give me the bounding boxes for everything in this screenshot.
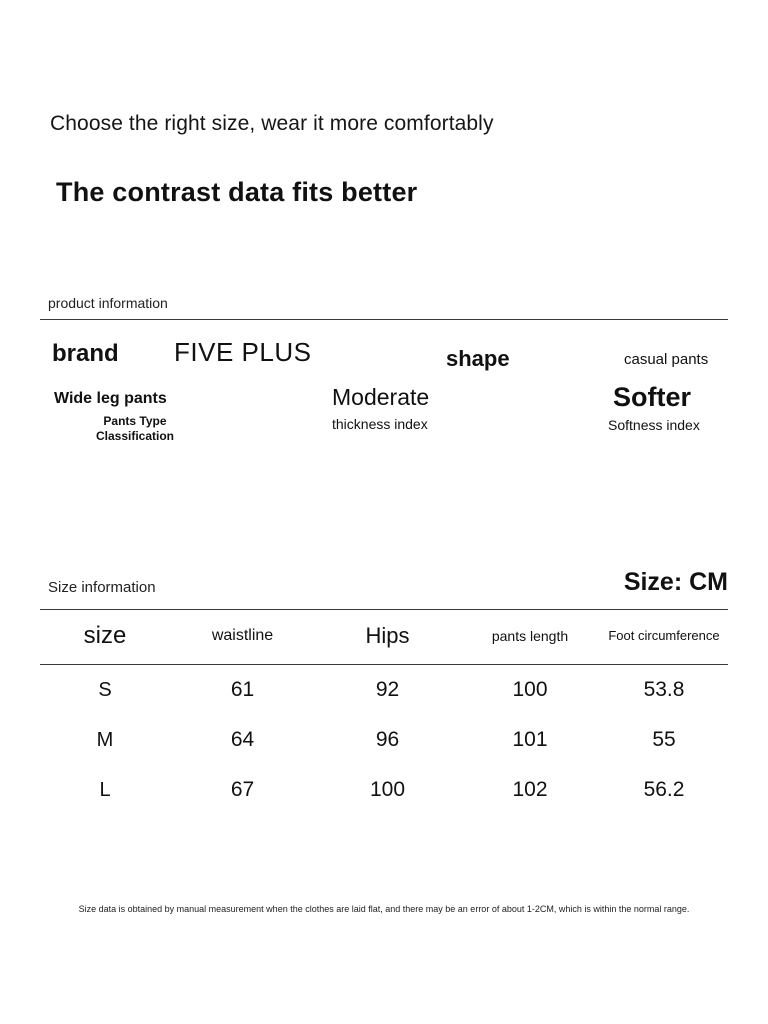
table-row [40,665,728,716]
column-header-foot-circumference: Foot circumference [600,610,728,665]
cell-waistline: 64 [230,728,255,751]
brand-value: FIVE PLUS [174,337,312,367]
thickness-value: Moderate [332,384,430,410]
cell-size: M [96,728,114,751]
product-row-attributes [40,382,728,486]
cell-length: 100 [512,678,548,701]
size-table [40,610,728,815]
size-measurement-footnote: Size data is obtained by manual measurement when the clothes are laid flat, and there may be an error of about 1-2CM, which is within the normal range. [78,904,690,914]
headline-subtitle: Choose the right size, wear it more comfortably [50,112,494,135]
thickness-label: thickness index [332,416,428,432]
size-information-section [40,568,728,815]
cell-waistline: 61 [230,678,255,701]
column-header-pants-length: pants length [460,610,600,665]
product-information-section [40,295,728,486]
cell-size: L [99,778,111,801]
cell-length: 102 [512,778,548,801]
product-information-label: product information [48,295,168,311]
cell-foot: 55 [652,728,676,751]
cell-foot: 53.8 [643,678,685,701]
size-table-header-row [40,610,728,665]
cell-size: S [98,678,112,701]
cell-hips: 96 [375,728,400,751]
column-header-size: size [40,610,170,665]
size-unit-label: Size: CM [623,568,728,596]
cell-length: 101 [512,728,548,751]
headline-block [0,110,768,210]
softness-value: Softer [613,382,692,412]
table-row [40,715,728,765]
cell-waistline: 67 [230,778,255,801]
cell-hips: 100 [369,778,406,801]
shape-label: shape [446,346,510,371]
size-information-label: Size information [48,579,156,596]
column-header-hips: Hips [315,610,460,665]
size-information-header [40,568,728,609]
headline-title: The contrast data fits better [56,177,418,207]
shape-value: casual pants [624,351,709,368]
table-row [40,765,728,815]
cell-hips: 92 [375,678,400,701]
pants-type-label: Pants Type Classification [95,414,175,443]
product-row-brand-shape [40,320,728,386]
softness-label: Softness index [608,417,700,433]
pants-type-value: Wide leg pants [54,390,167,407]
brand-label: brand [52,340,119,367]
cell-foot: 56.2 [643,778,685,801]
column-header-waistline: waistline [170,610,315,665]
